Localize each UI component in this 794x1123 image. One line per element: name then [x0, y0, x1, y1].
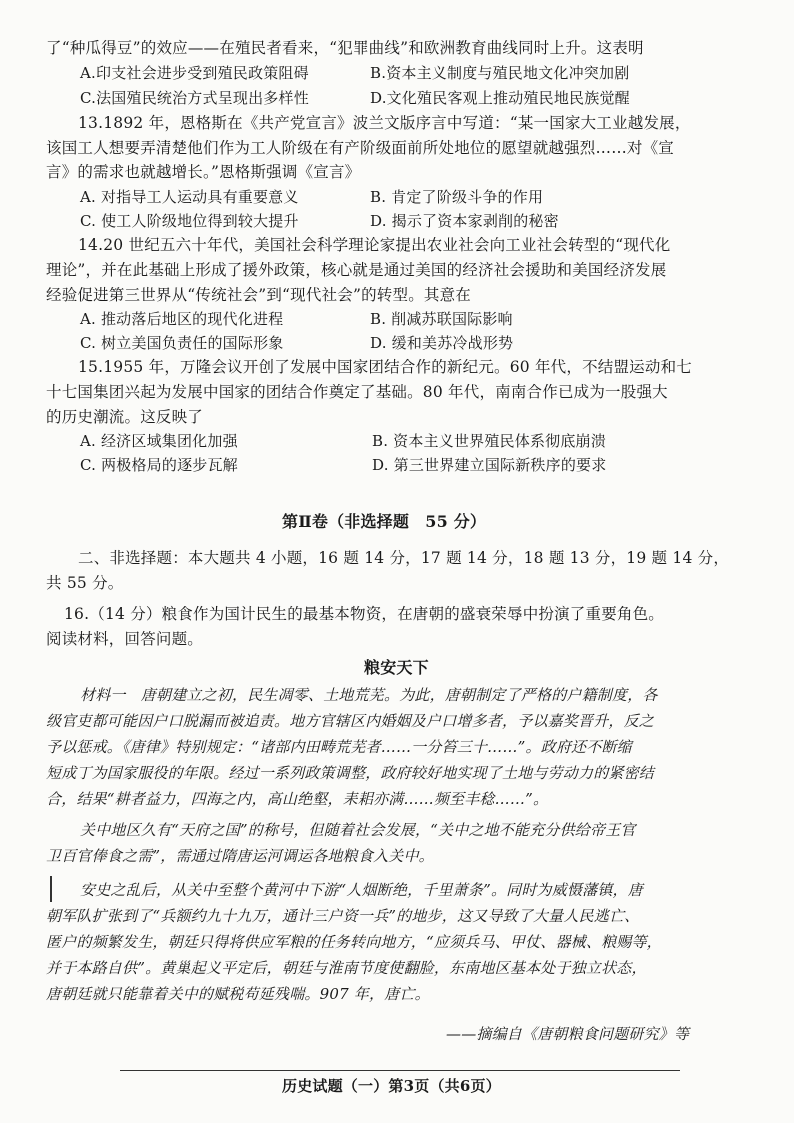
material-source: ——摘编自《唐朝粮食问题研究》等	[446, 1025, 690, 1043]
q12-option-b: B.资本主义制度与殖民地文化冲突加剧	[370, 64, 630, 82]
material2-line: 卫百官俸食之需”，需通过隋唐运河调运各地粮食入关中。	[46, 847, 434, 865]
q13-option-b: B. 肯定了阶级斗争的作用	[370, 188, 544, 206]
material3-line: 并于本路自供”。黄巢起义平定后，朝廷与淮南节度使翻脸，东南地区基本处于独立状态，	[46, 959, 647, 977]
part2-intro-line1: 二、非选择题：本大题共 4 小题，16 题 14 分，17 题 14 分，18 题 13 分，19 题 14 分，	[78, 549, 730, 567]
material1-line: 合，结果“耕者益力，四海之内，高山绝壑，耒耜亦满……频至丰稔……”。	[46, 790, 549, 808]
q13-option-d: D. 揭示了资本家剥削的秘密	[370, 212, 559, 230]
material3-line: 安史之乱后，从关中至整个黄河中下游“人烟断绝，千里萧条”。同时为威慑藩镇，唐	[80, 881, 643, 899]
footer-rule	[120, 1070, 680, 1071]
q15-option-d: D. 第三世界建立国际新秩序的要求	[372, 456, 607, 474]
q14-stem-line3: 经验促进第三世界从“传统社会”到“现代社会”的转型。其意在	[46, 286, 471, 304]
q14-stem-line1: 14.20 世纪五六十年代，美国社会科学理论家提出农业社会向工业社会转型的“现代化	[78, 236, 671, 254]
q15-stem-line3: 的历史潮流。这反映了	[46, 408, 204, 426]
q13-stem-line3: 言》的需求也就越增长。”恩格斯强调《宣言》	[46, 163, 361, 181]
material3-line: 唐朝廷就只能靠着关中的赋税苟延残喘。907 年，唐亡。	[46, 985, 430, 1003]
part2-intro-line2: 共 55 分。	[46, 574, 124, 592]
material3-line: 匿户的频繁发生，朝廷只得将供应军粮的任务转向地方，“应须兵马、甲仗、器械、粮赐等，	[46, 933, 662, 951]
material2-line: 关中地区久有“天府之国”的称号，但随着社会发展，“关中之地不能充分供给帝王官	[80, 821, 636, 839]
material1-line: 予以惩戒。《唐律》特别规定：“诸部内田畴荒芜者……一分笞三十……”。政府还不断缩	[46, 738, 632, 756]
q12-text-line: 了“种瓜得豆”的效应——在殖民者看来，“犯罪曲线”和欧洲教育曲线同时上升。这表明	[46, 39, 644, 57]
material-title: 粮安天下	[364, 658, 429, 677]
q12-option-d: D.文化殖民客观上推动殖民地民族觉醒	[370, 89, 630, 107]
q16-stem-line2: 阅读材料，回答问题。	[46, 630, 204, 648]
q15-option-b: B. 资本主义世界殖民体系彻底崩溃	[372, 432, 606, 450]
q12-option-c: C.法国殖民统治方式呈现出多样性	[80, 89, 309, 107]
q15-option-a: A. 经济区域集团化加强	[80, 432, 238, 450]
material1-line: 材料一 唐朝建立之初，民生凋零、土地荒芜。为此，唐朝制定了严格的户籍制度，各	[80, 686, 658, 704]
q15-option-c: C. 两极格局的逐步瓦解	[80, 456, 238, 474]
q13-stem-line1: 13.1892 年，恩格斯在《共产党宣言》波兰文版序言中写道：“某一国家大工业越发展，	[78, 114, 691, 132]
q14-stem-line2: 理论”，并在此基础上形成了援外政策，核心就是通过美国的经济社会援助和美国经济发展	[46, 261, 667, 279]
q12-option-a: A.印支社会进步受到殖民政策阻碍	[80, 64, 309, 82]
q13-stem-line2: 该国工人想要弄清楚他们作为工人阶级在有产阶级面前所处地位的愿望就越强烈……对《宣	[46, 139, 675, 157]
q14-option-b: B. 削减苏联国际影响	[370, 310, 513, 328]
q15-stem-line1: 15.1955 年，万隆会议开创了发展中国家团结合作的新纪元。60 年代，不结盟运动和七	[78, 358, 692, 376]
q13-option-a: A. 对指导工人运动具有重要意义	[80, 188, 299, 206]
q15-stem-line2: 十七国集团兴起为发展中国家的团结合作奠定了基础。80 年代，南南合作已成为一股强大	[46, 383, 668, 401]
page-footer: 历史试题（一）第3页（共6页）	[282, 1077, 501, 1095]
q16-stem-line1: 16.（14 分）粮食作为国计民生的最基本物资，在唐朝的盛衰荣辱中扮演了重要角色。	[64, 605, 665, 623]
material3-line: 朝军队扩张到了“兵额约九十九万，通计三户资一兵”的地步，这又导致了大量人民逃亡、	[46, 907, 640, 925]
margin-mark	[50, 876, 52, 902]
q14-option-d: D. 缓和美苏冷战形势	[370, 334, 514, 352]
q13-option-c: C. 使工人阶级地位得到较大提升	[80, 212, 299, 230]
q14-option-c: C. 树立美国负责任的国际形象	[80, 334, 284, 352]
q14-option-a: A. 推动落后地区的现代化进程	[80, 310, 284, 328]
part2-title: 第Ⅱ卷（非选择题 55 分）	[282, 512, 487, 531]
material1-line: 级官吏都可能因户口脱漏而被追责。地方官辖区内婚姻及户口增多者，予以嘉奖晋升，反之	[46, 712, 655, 730]
material1-line: 短成丁为国家服役的年限。经过一系列政策调整，政府较好地实现了土地与劳动力的紧密结	[46, 764, 655, 782]
